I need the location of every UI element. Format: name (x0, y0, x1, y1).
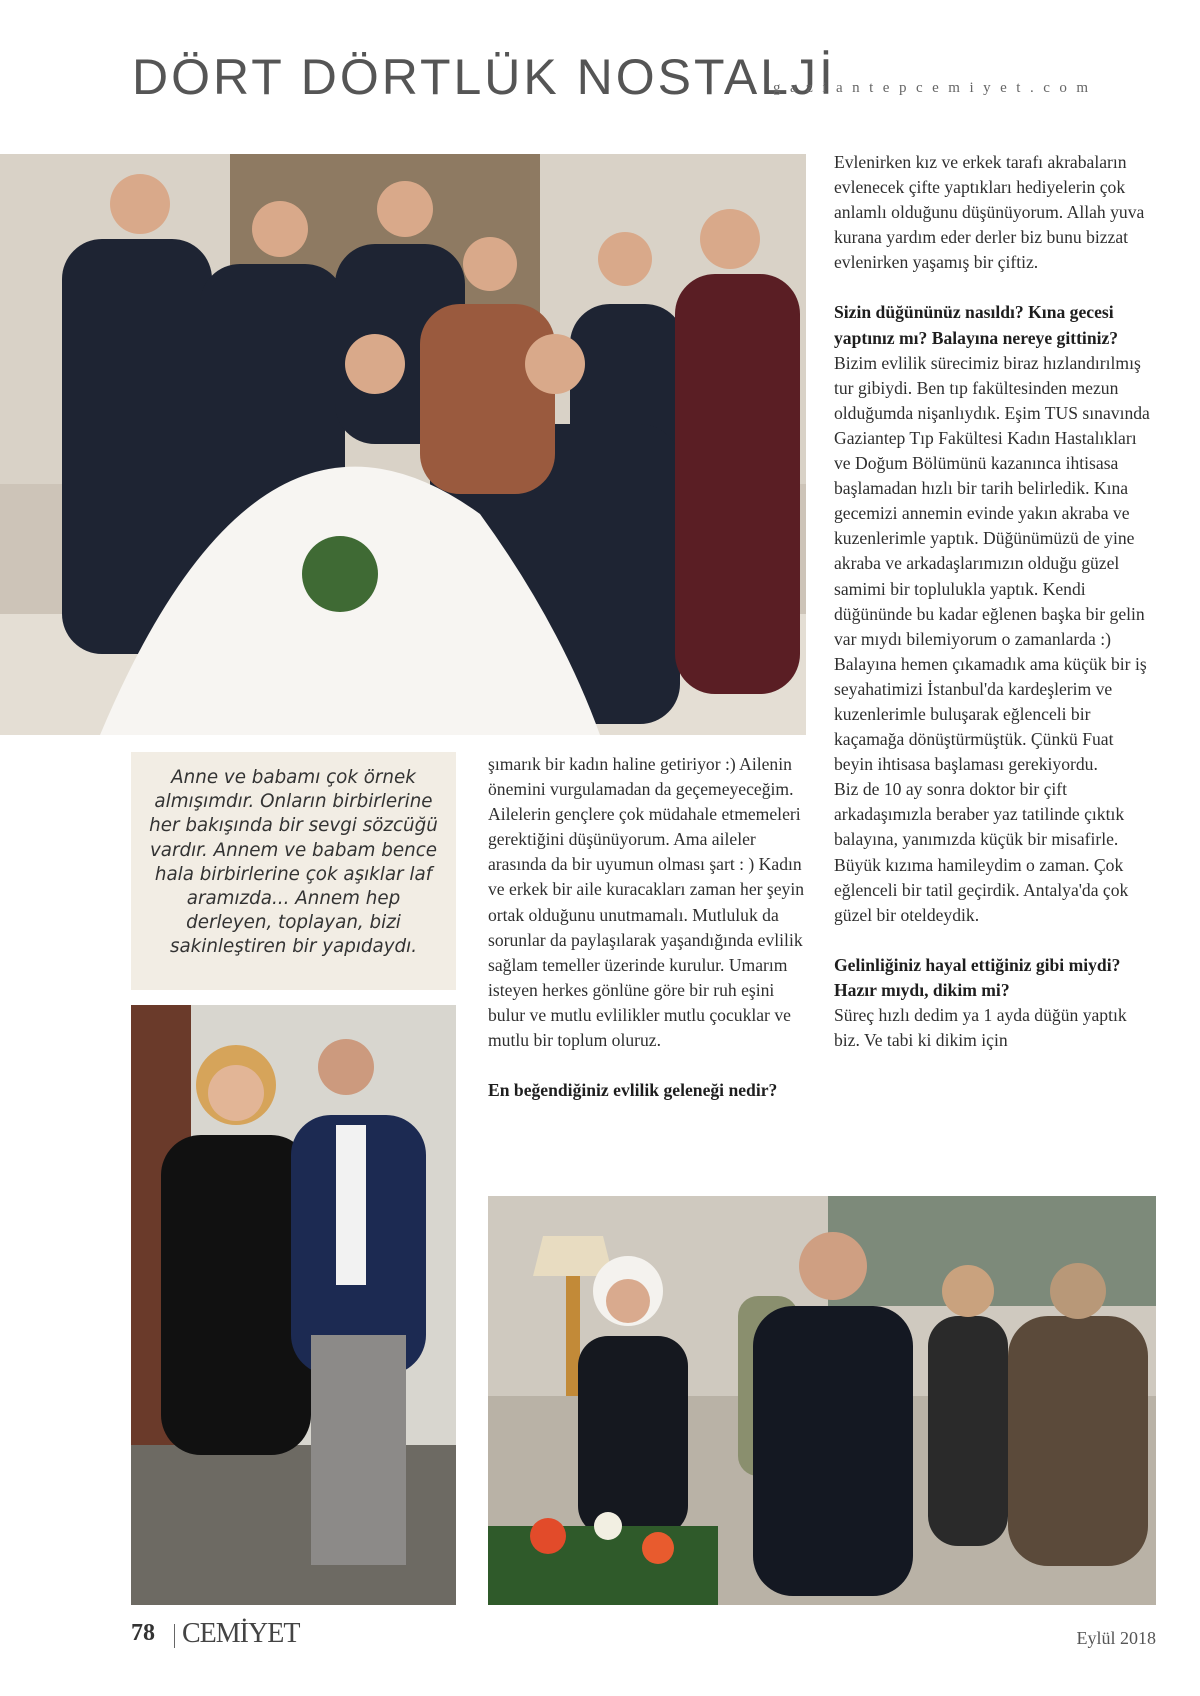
question-wedding: Sizin düğününüz nasıldı? Kına gecesi yaptınız mı? Balayına nereye gittiniz? (834, 302, 1119, 348)
page-number: 78 (131, 1620, 155, 1646)
question-tradition: En beğendiğiniz evlilik geleneği nedir? (488, 1080, 778, 1101)
right-paragraph-2: Bizim evlilik sürecimiz biraz hızlandırılmış tur gibiydi. Ben tıp fakültesinden mezun olduğumda nişanlıydık. Eşim TUS sınavında Gaziantep Tıp Fakültesi Kadın Hastalıkları ve Doğum Bölümünü kazanınca ihtisasa başlamadan hızlı bir tarih belirledik. Kına gecemizi annemin evinde yakın akraba ve kuzenlerimle yaptık. Düğünümüzü de yine akraba ve arkadaşlarımızın olduğu güzel samimi bir toplulukla yaptık. Kendi düğününde bu kadar eğlenen başka bir gelin var mıydı bilemiyorum o zamanlarda :) Balayına hemen çıkamadık ama küçük bir iş seyahatimizi İstanbul'da kardeşlerim ve kuzenlerimle buluşarak eğlenceli bir kaçamağa dönüştürmüştük. Çünkü Fuat beyin ihtisasa başlaması gerekiyordu. (834, 352, 1150, 775)
issue-date: Eylül 2018 (1076, 1628, 1156, 1648)
middle-paragraph-1: şımarık bir kadın haline getiriyor :) Ailenin önemini vurgulamadan da geçemeyeceğim. Ailelerin gençlere çok müdahale etmemeleri gerektiğini düşünüyorum. Ama aileler arasında da bir uyumun olması şart : ) Kadın ve erkek bir aile kuracakları zaman her şeyin ortak olduğunu unutmamalı. Mutluluk da sorunlar da paylaşılarak yaşandığında evlilik sağlam temeller üzerinde kurulur. Umarım isteyen herkes gönlüne göre bir ruh eşini bulur ve mutlu evlilikler mutlu çocuklar ve mutlu bir toplum oluruz. (488, 754, 805, 1051)
right-paragraph-1: Evlenirken kız ve erkek tarafı akrabaların evlenecek çifte yaptıkları hediyelerin çok anlamlı olduğunu düşünüyorum. Allah yuva kurana yardım eder derler biz bunu bizzat evlenirken yaşamış bir çiftiz. (834, 152, 1145, 273)
section-title: DÖRT DÖRTLÜK NOSTALJİ (132, 49, 836, 105)
middle-column (488, 752, 814, 1103)
question-wedding-dress: Gelinliğiniz hayal ettiğiniz gibi miydi? Hazır mıydı, dikim mi? (834, 954, 1121, 1000)
wedding-group-photo (0, 154, 806, 735)
right-paragraph-4: Süreç hızlı dedim ya 1 ayda düğün yaptık biz. Ve tabi ki dikim için (834, 1005, 1127, 1051)
pull-quote: Anne ve babamı çok örnek almışımdır. Onların birbirlerine her bakışında bir sevgi sözcüğü vardır. Annem ve babam bence hala birbirlerine çok aşıklar laf aramızda... Annem hep derleyen, toplayan, bizi sakinleştiren bir yapıdaydı. (131, 752, 456, 990)
footer-separator (174, 1624, 175, 1648)
magazine-name: CEMİYET (182, 1618, 300, 1649)
engagement-ceremony-photo (488, 1196, 1156, 1605)
site-url: gaziantepcemiyet.com (773, 80, 1098, 96)
right-paragraph-3: Biz de 10 ay sonra doktor bir çift arkadaşımızla beraber yaz tatilinde çıktık balayına, yanımızda küçük bir misafirle. Büyük kızıma hamileydim o zaman. Çok eğlenceli bir tatil geçirdik. Antalya'da çok güzel bir oteldeydik. (834, 779, 1129, 925)
couple-portrait-photo (131, 1005, 456, 1605)
right-column (834, 150, 1154, 1053)
